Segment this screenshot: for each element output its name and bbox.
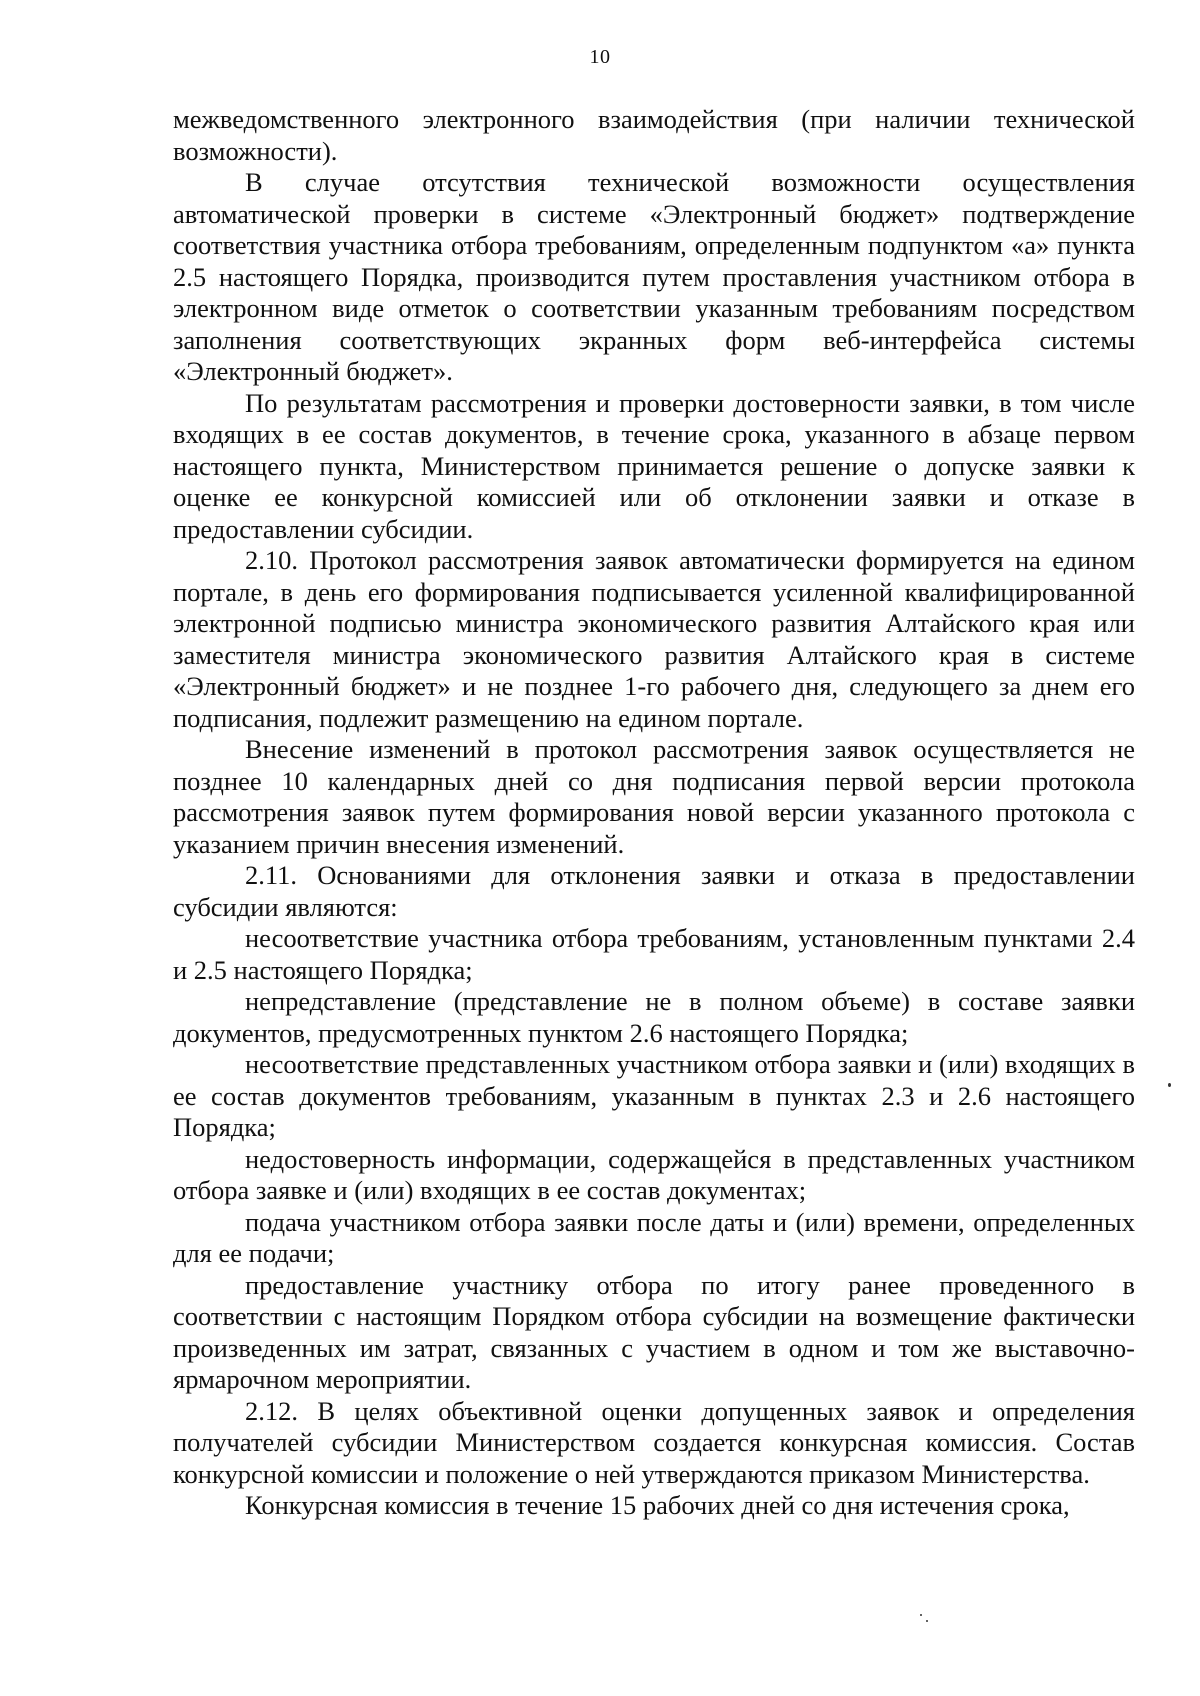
paragraph: подача участником отбора заявки после даты и (или) времени, определенных для ее подачи; — [173, 1206, 1135, 1268]
paragraph: несоответствие участника отбора требованиям, установленным пунктами 2.4 и 2.5 настоящего Порядка; — [173, 923, 1135, 985]
paragraph: 2.11. Основаниями для отклонения заявки и отказа в предоставлении субсидии являются: — [173, 860, 1135, 922]
scan-speck — [1168, 1083, 1171, 1087]
paragraph: Конкурсная комиссия в течение 15 рабочих дней со дня истечения срока, — [245, 1490, 1070, 1520]
paragraph: непредставление (представление не в полном объеме) в составе заявки документов, предусмотренных пунктом 2.6 настоящего Порядка; — [173, 986, 1135, 1048]
paragraph: Внесение изменений в протокол рассмотрения заявок осуществляется не позднее 10 календарных дней со дня подписания первой версии протокола рассмотрения заявок путем формирования новой версии указанного протокола с указанием причин внесения изменений. — [173, 734, 1135, 859]
paragraph: 2.12. В целях объективной оценки допущенных заявок и определения получателей субсидии Министерством создается конкурсная комиссия. Состав конкурсной комиссии и положение о ней утверждаются приказом Министерства. — [173, 1395, 1135, 1489]
page-number: 10 — [589, 46, 611, 68]
scan-speck — [926, 1620, 928, 1622]
paragraph: недостоверность информации, содержащейся в представленных участником отбора заявке и (или) входящих в ее состав документах; — [173, 1143, 1135, 1205]
scan-speck — [920, 1614, 922, 1616]
paragraph: несоответствие представленных участником отбора заявки и (или) входящих в ее состав документов требованиям, указанным в пунктах 2.3 и 2.6 настоящего Порядка; — [173, 1049, 1135, 1142]
paragraph: По результатам рассмотрения и проверки достоверности заявки, в том числе входящих в ее состав документов, в течение срока, указанного в абзаце первом настоящего пункта, Министерством принимается решение о допуске заявки к оценке ее конкурсной комиссией или об отклонении заявки и отказе в предоставлении субсидии. — [173, 387, 1135, 544]
document-body — [173, 104, 1135, 1522]
paragraph: предоставление участнику отбора по итогу ранее проведенного в соответствии с настоящим Порядком отбора субсидии на возмещение фактически произведенных им затрат, связанных с участием в одном и том же выставочно-ярмарочном мероприятии. — [173, 1269, 1135, 1394]
paragraph: межведомственного электронного взаимодействия (при наличии технической возможности). — [173, 104, 1135, 166]
paragraph: В случае отсутствия технической возможности осуществления автоматической проверки в системе «Электронный бюджет» подтверждение соответствия участника отбора требованиям, определенным подпунктом «а» пункта 2.5 настоящего Порядка, производится путем проставления участником отбора в электронном виде отметок о соответствии указанным требованиям посредством заполнения соответствующих экранных форм веб-интерфейса системы «Электронный бюджет». — [173, 167, 1135, 386]
paragraph: 2.10. Протокол рассмотрения заявок автоматически формируется на едином портале, в день его формирования подписывается усиленной квалифицированной электронной подписью министра экономического развития Алтайского края или заместителя министра экономического развития Алтайского края в системе «Электронный бюджет» и не позднее 1-го рабочего дня, следующего за днем его подписания, подлежит размещению на едином портале. — [173, 545, 1135, 733]
